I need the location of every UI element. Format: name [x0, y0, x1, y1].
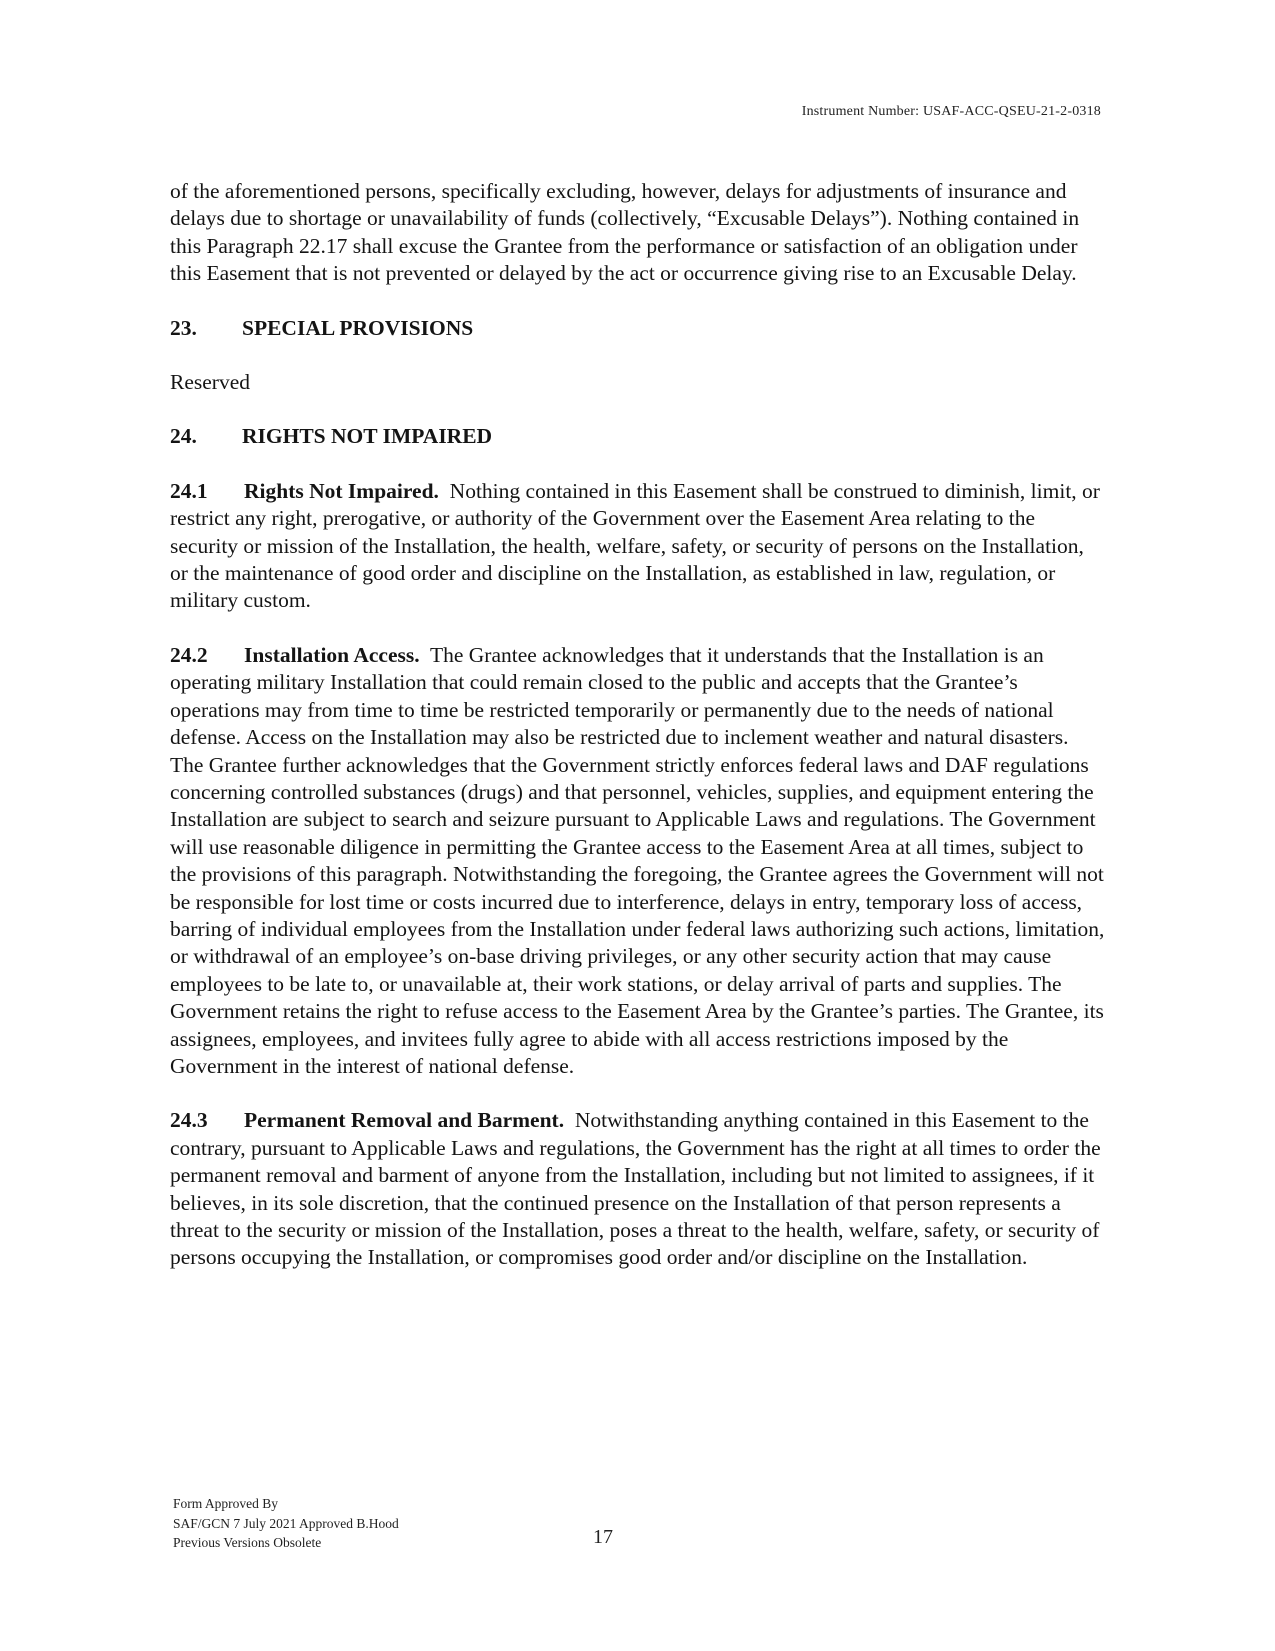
subsection-24-1-title: Rights Not Impaired.	[244, 478, 439, 503]
form-approval-footer	[173, 1494, 399, 1553]
subsection-24-2-number: 24.2	[170, 642, 208, 667]
section-23-heading	[170, 315, 1106, 342]
subsection-24-3	[170, 1107, 1106, 1271]
subsection-24-2	[170, 642, 1106, 1081]
subsection-24-3-body: Notwithstanding anything contained in this Easement to the contrary, pursuant to Applicable Laws and regulations, the Government has the right at all times to order the permanent removal and barment of anyone from the Installation, including but not limited to assignees, if it believes, in its sole discretion, that the continued presence on the Installation of that person represents a threat to the security or mission of the Installation, poses a threat to the health, welfare, safety, or security of persons occupying the Installation, or compromises good order and/or discipline on the Installation.	[170, 1108, 1101, 1270]
footer-line-obsolete: Previous Versions Obsolete	[173, 1535, 322, 1550]
subsection-24-2-title: Installation Access.	[244, 642, 420, 667]
subsection-24-1-body: Nothing contained in this Easement shall be construed to diminish, limit, or restrict any right, prerogative, or authority of the Government over the Easement Area relating to the security or mission of the Installation, the health, welfare, safety, or security of persons on the Installation, or the maintenance of good order and discipline on the Installation, as established in law, regulation, or military custom.	[170, 478, 1100, 613]
instrument-number-header: Instrument Number: USAF-ACC-QSEU-21-2-0318	[801, 104, 1101, 119]
section-23-number: 23.	[170, 315, 197, 340]
subsection-24-3-title: Permanent Removal and Barment.	[244, 1108, 565, 1133]
section-24-title: RIGHTS NOT IMPAIRED	[242, 424, 493, 449]
page-number: 17	[593, 1526, 613, 1548]
section-23-title: SPECIAL PROVISIONS	[242, 315, 474, 340]
subsection-24-2-body: The Grantee acknowledges that it understands that the Installation is an operating military Installation that could remain closed to the public and accepts that the Grantee’s operations may from time to time be restricted temporarily or permanently due to the needs of national defense. Access on the Installation may also be restricted due to inclement weather and natural disasters. The Grantee further acknowledges that the Government strictly enforces federal laws and DAF regulations concerning controlled substances (drugs) and that personnel, vehicles, supplies, and equipment entering the Installation are subject to search and seizure pursuant to Applicable Laws and regulations. The Government will use reasonable diligence in permitting the Grantee access to the Easement Area at all times, subject to the provisions of this paragraph. Notwithstanding the foregoing, the Grantee agrees the Government will not be responsible for lost time or costs incurred due to interference, delays in entry, temporary loss of access, barring of individual employees from the Installation under federal laws authorizing such actions, limitation, or withdrawal of an employee’s on-base driving privileges, or any other security action that may cause employees to be late to, or unavailable at, their work stations, or delay arrival of parts and supplies. The Government retains the right to refuse access to the Easement Area by the Grantee’s parties. The Grantee, its assignees, employees, and invitees fully agree to abide with all access restrictions imposed by the Government in the interest of national defense.	[170, 642, 1105, 1078]
subsection-24-3-number: 24.3	[170, 1108, 208, 1133]
footer-line-approval: SAF/GCN 7 July 2021 Approved B.Hood	[173, 1515, 399, 1531]
subsection-24-1-number: 24.1	[170, 478, 208, 503]
section-24-heading	[170, 423, 1106, 450]
footer-line-form-approved: Form Approved By	[173, 1496, 279, 1511]
section-23-body: Reserved	[170, 370, 250, 395]
document-body	[170, 178, 1106, 1299]
subsection-24-1	[170, 478, 1106, 615]
section-24-number: 24.	[170, 424, 197, 449]
continuation-paragraph: of the aforementioned persons, specifically excluding, however, delays for adjustments of insurance and delays due to shortage or unavailability of funds (collectively, “Excusable Delays”). Nothing contained in this Paragraph 22.17 shall excuse the Grantee from the performance or satisfaction of an obligation under this Easement that is not prevented or delayed by the act or occurrence giving rise to an Excusable Delay.	[170, 179, 1080, 286]
